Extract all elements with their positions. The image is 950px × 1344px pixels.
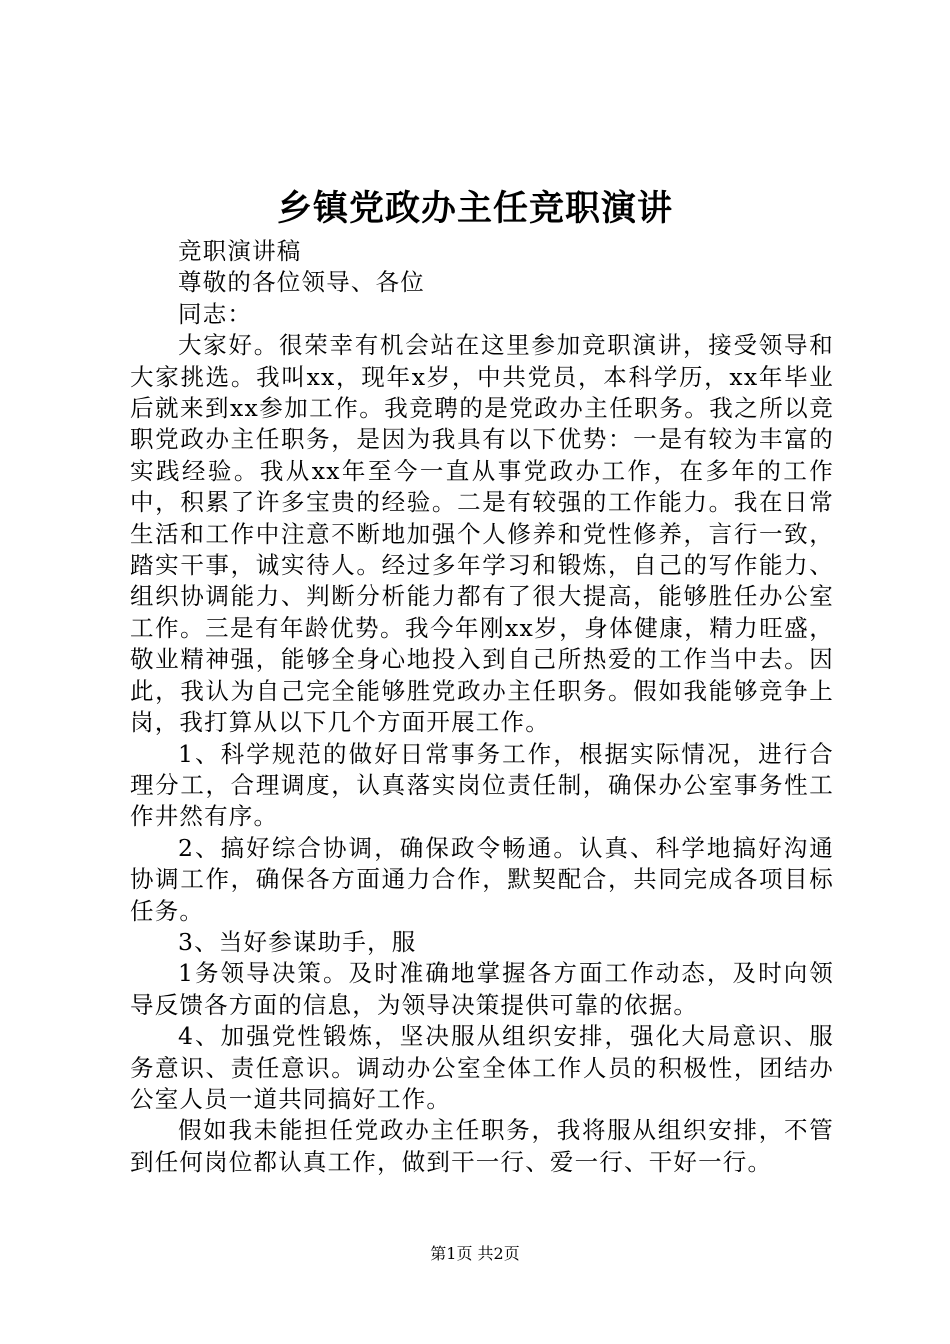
paragraph-subtitle: 竞职演讲稿 — [178, 237, 302, 265]
paragraph-point-2: 2、搞好综合协调，确保政令畅通。认真、科学地搞好沟通协调工作，确保各方面通力合作，默契配合，共同完成各项目标任务。 — [130, 833, 834, 925]
paragraph-point-4: 4、加强党性锻炼，坚决服从组织安排，强化大局意识、服务意识、责任意识。调动办公室全体工作人员的积极性，团结办公室人员一道共同搞好工作。 — [130, 1022, 834, 1113]
paragraph-point-3: 3、当好参谋助手，服 — [178, 927, 417, 956]
paragraph-salutation-cont: 同志： — [178, 299, 253, 328]
paragraph-intro: 大家好。很荣幸有机会站在这里参加竞职演讲，接受领导和大家挑选。我叫xx，现年x岁，中共党员，本科学历，xx年毕业后就来到xx参加工作。我竞聘的是党政办主任职务。我之所以竞职党政办主任职务，是因为我具有以下优势：一是有较为丰富的实践经验。我从xx年至今一直从事党政办工作，在多年的工作中，积累了许多宝贵的经验。二是有较强的工作能力。我在日常生活和工作中注意不断地加强个人修养和党性修养，言行一致，踏实干事，诚实待人。经过多年学习和锻炼，自己的写作能力、组织协调能力、判断分析能力都有了很大提高，能够胜任办公室工作。三是有年龄优势。我今年刚xx岁，身体健康，精力旺盛，敬业精神强，能够全身心地投入到自己所热爱的工作当中去。因此，我认为自己完全能够胜党政办主任职务。假如我能够竞争上岗，我打算从以下几个方面开展工作。 — [130, 331, 834, 737]
document-title: 乡镇党政办主任竞职演讲 — [276, 188, 673, 229]
paragraph-point-1: 1、科学规范的做好日常事务工作，根据实际情况，进行合理分工，合理调度，认真落实岗位责任制，确保办公室事务性工作井然有序。 — [130, 739, 834, 831]
paragraph-point-3-cont: 1务领导决策。及时准确地掌握各方面工作动态，及时向领导反馈各方面的信息，为领导决策提供可靠的依据。 — [130, 959, 834, 1019]
paragraph-closing: 假如我未能担任党政办主任职务，我将服从组织安排，不管到任何岗位都认真工作，做到干一行、爱一行、干好一行。 — [130, 1116, 834, 1176]
document-body — [130, 236, 834, 1178]
page-footer: 第1页 共2页 — [430, 1244, 520, 1263]
paragraph-salutation: 尊敬的各位领导、各位 — [178, 268, 425, 297]
